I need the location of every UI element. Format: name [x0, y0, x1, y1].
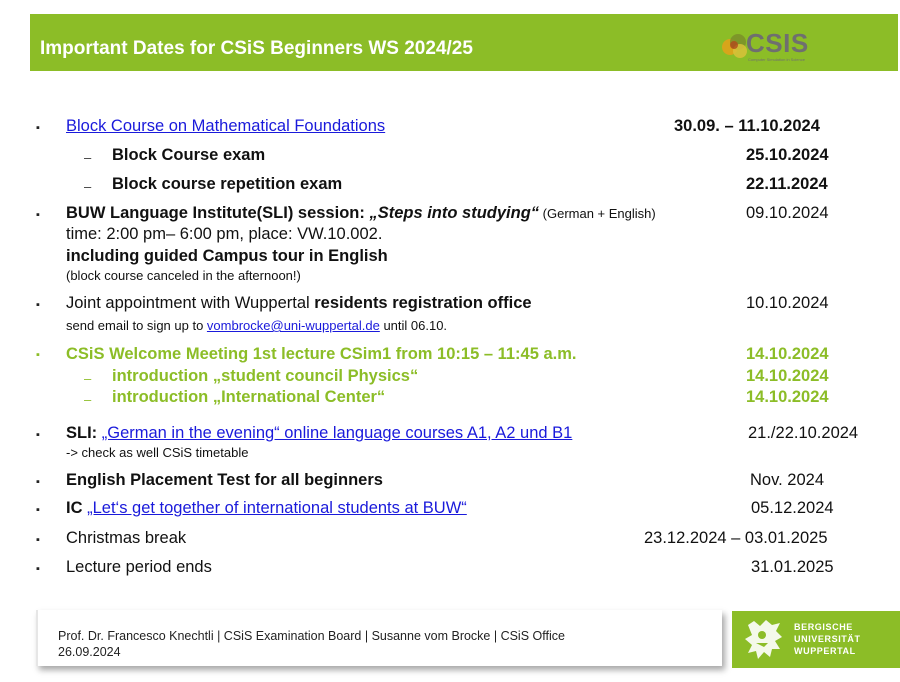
sli-evening-label: SLI:	[66, 424, 102, 442]
sli-time-place: time: 2:00 pm– 6:00 pm, place: VW.10.002.	[66, 225, 383, 243]
list-item: introduction „student council Physics“	[112, 367, 419, 385]
lion-crest-icon	[742, 617, 788, 663]
university-line3: WUPPERTAL	[794, 646, 856, 656]
csis-logo-text: CSIS	[746, 28, 809, 58]
bullet: ▪	[36, 429, 40, 441]
german-evening-link[interactable]: „German in the evening“ online language courses A1, A2 und B1	[101, 424, 573, 442]
page-title: Important Dates for CSiS Beginners WS 2024/25	[40, 38, 473, 59]
list-item: CSiS Welcome Meeting 1st lecture CSim1 from 10:15 – 11:45 a.m.	[66, 345, 577, 363]
university-line1: BERGISCHE	[794, 622, 853, 632]
date: 22.11.2024	[746, 175, 828, 193]
registration-note	[66, 318, 447, 333]
sli-languages: (German + English)	[539, 206, 656, 221]
sli-evening-note: -> check as well CSiS timetable	[66, 445, 249, 460]
list-item: English Placement Test for all beginners	[66, 471, 383, 489]
list-item	[66, 499, 467, 518]
date: 14.10.2024	[746, 388, 829, 406]
sli-campus-tour: including guided Campus tour in English	[66, 247, 388, 265]
list-item	[66, 424, 572, 443]
list-item: Lecture period ends	[66, 558, 212, 576]
bullet: ▪	[36, 563, 40, 575]
csis-logo-subtitle: Computer Simulation in Science	[748, 57, 805, 62]
footer-date: 26.09.2024	[58, 645, 121, 659]
dash: –	[84, 371, 92, 386]
date: 14.10.2024	[746, 345, 829, 363]
list-item	[66, 294, 532, 313]
university-name	[794, 621, 861, 657]
bullet: ▪	[36, 299, 40, 311]
date: 10.10.2024	[746, 294, 829, 312]
date: 23.12.2024 – 03.01.2025	[644, 529, 828, 547]
registration-note-text: send email to sign up to	[66, 318, 207, 333]
email-link[interactable]: vombrocke@uni-wuppertal.de	[206, 318, 380, 333]
list-item	[66, 117, 385, 136]
bullet: ▪	[36, 209, 40, 221]
date: Nov. 2024	[750, 471, 824, 489]
university-line2: UNIVERSITÄT	[794, 634, 861, 644]
date: 25.10.2024	[746, 146, 829, 164]
date: 05.12.2024	[751, 499, 834, 517]
date: 09.10.2024	[746, 204, 829, 222]
bullet: ▪	[36, 534, 40, 546]
bullet: ▪	[36, 349, 40, 361]
bullet: ▪	[36, 476, 40, 488]
list-item: Christmas break	[66, 529, 187, 547]
date: 31.01.2025	[751, 558, 834, 576]
block-course-link[interactable]: Block Course on Mathematical Foundations	[66, 117, 386, 135]
registration-label: Joint appointment with Wuppertal	[66, 294, 315, 312]
csis-logo	[720, 28, 820, 64]
dash: –	[84, 392, 92, 407]
dash: –	[84, 179, 92, 194]
sli-label: BUW Language Institute(SLI) session:	[66, 204, 370, 222]
dash: –	[84, 150, 92, 165]
ic-label: IC	[66, 499, 88, 517]
date: 14.10.2024	[746, 367, 829, 385]
bullet: ▪	[36, 504, 40, 516]
sli-note: (block course canceled in the afternoon!)	[66, 268, 301, 283]
date: 30.09. – 11.10.2024	[674, 117, 820, 135]
ic-together-link[interactable]: „Let‘s get together of international students at BUW“	[87, 499, 467, 517]
university-logo	[732, 611, 900, 668]
sli-title: „Steps into studying“	[369, 204, 540, 222]
registration-office: residents registration office	[314, 294, 532, 312]
bullet: ▪	[36, 122, 40, 134]
list-item: Block Course exam	[112, 146, 266, 164]
list-item: Block course repetition exam	[112, 175, 343, 193]
date: 21./22.10.2024	[748, 424, 859, 442]
footer-authors: Prof. Dr. Francesco Knechtli | CSiS Examination Board | Susanne vom Brocke | CSiS Office	[58, 629, 565, 643]
footer-text	[58, 628, 565, 660]
list-item	[66, 204, 656, 223]
registration-deadline: until 06.10.	[379, 318, 448, 333]
list-item: introduction „International Center“	[112, 388, 386, 406]
